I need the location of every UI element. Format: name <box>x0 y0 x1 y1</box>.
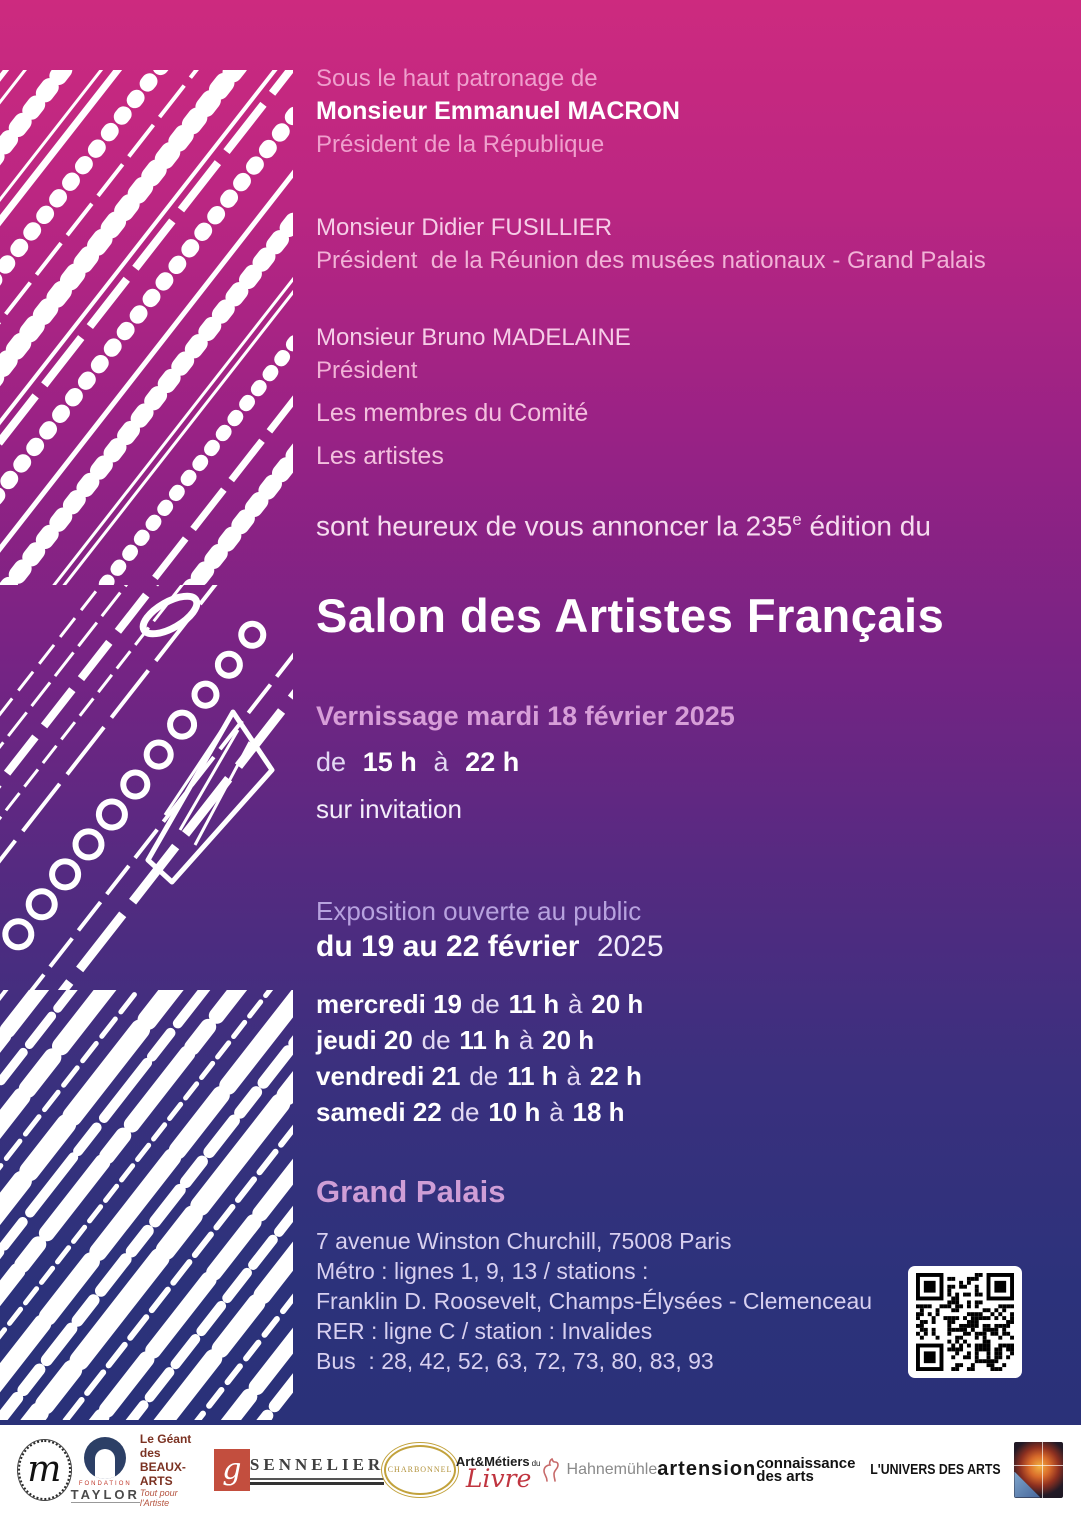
schedule-h1: 10 h <box>488 1097 541 1127</box>
artension-label: artension <box>657 1458 757 1480</box>
schedule-row <box>316 1094 652 1130</box>
schedule-day: vendredi 21 <box>316 1061 461 1091</box>
charbonnel-label: CHARBONNEL <box>387 1465 453 1474</box>
schedule-h1: 11 h <box>508 989 560 1019</box>
logo-artension <box>657 1458 756 1481</box>
schedule-h1: 11 h <box>507 1061 558 1091</box>
schedule-h2: 18 h <box>572 1097 625 1127</box>
logo-art-et-metiers-du-livre <box>455 1453 541 1493</box>
logo-sennelier <box>250 1455 384 1485</box>
artmetiers-du: du <box>531 1458 541 1468</box>
patronage-role: Président de la République <box>316 131 605 158</box>
schedule-a: à <box>518 1025 534 1055</box>
schedule-de: de <box>421 1025 451 1055</box>
geant-initial: g <box>222 1452 242 1487</box>
time-h2: 22 h <box>465 747 520 777</box>
geant-g-icon <box>214 1449 250 1491</box>
schedule-row <box>316 1058 652 1094</box>
official-fusillier <box>316 211 986 277</box>
time-a: à <box>433 747 449 777</box>
logo-charbonnel <box>384 1445 456 1495</box>
artmetiers-line1: Art&Métiers <box>455 1453 530 1469</box>
rmn-letter: m <box>27 1449 62 1490</box>
schedule-a: à <box>566 1061 581 1091</box>
schedule-h2: 20 h <box>542 1025 595 1055</box>
schedule-de: de <box>470 989 500 1019</box>
schedule-h2: 20 h <box>591 989 644 1019</box>
schedule-h2: 22 h <box>589 1061 642 1091</box>
official-madelaine <box>316 321 631 387</box>
announcement-post: édition du <box>801 510 931 542</box>
patronage-name: Monsieur Emmanuel MACRON <box>316 97 680 125</box>
logo-hahnemuehle <box>541 1457 658 1483</box>
venue-name: Grand Palais <box>316 1174 506 1209</box>
dates-year: 2025 <box>596 930 664 963</box>
announcement-sup: e <box>792 510 802 529</box>
patronage-intro: Sous le haut patronage de <box>316 65 598 92</box>
venue-bus: Bus : 28, 42, 52, 63, 72, 73, 80, 83, 93 <box>316 1348 714 1374</box>
geant-line2: BEAUX-ARTS <box>139 1459 186 1488</box>
official-name: Monsieur Didier FUSILLIER <box>316 214 613 241</box>
schedule-a: à <box>567 989 583 1019</box>
geant-line3: Tout pour l'Artiste <box>139 1487 178 1508</box>
time-h1: 15 h <box>362 747 417 777</box>
taylor-cameo-icon <box>84 1437 126 1479</box>
exposition-schedule <box>316 986 652 1130</box>
official-name: Monsieur Bruno MADELAINE <box>316 324 631 351</box>
vernissage-time <box>316 747 528 778</box>
dates-range: du 19 au 22 février <box>316 930 580 963</box>
schedule-row <box>316 986 652 1022</box>
logo-connaissance-des-arts <box>756 1454 856 1485</box>
decorative-etching-art <box>0 70 293 1420</box>
schedule-de: de <box>450 1097 480 1127</box>
qr-code <box>908 1266 1022 1378</box>
venue-address: 7 avenue Winston Churchill, 75008 Paris <box>316 1228 732 1254</box>
official-role: Président de la Réunion des musées nationaux - Grand Palais <box>316 247 986 274</box>
logo-geant-des-beaux-arts <box>140 1432 250 1508</box>
schedule-h1: 11 h <box>459 1025 510 1055</box>
logo-fondation-taylor <box>71 1437 140 1503</box>
venue-metro: Métro : lignes 1, 9, 13 / stations : <box>316 1258 649 1284</box>
logo-rmn-grand-palais <box>18 1440 71 1500</box>
hahnemuehle-rooster-icon <box>541 1457 563 1483</box>
schedule-de: de <box>469 1061 499 1091</box>
univers-des-arts-cover-image <box>1014 1442 1063 1498</box>
schedule-day: mercredi 19 <box>316 989 462 1019</box>
sponsor-footer <box>0 1425 1081 1514</box>
schedule-a: à <box>549 1097 564 1127</box>
vernissage-heading: Vernissage mardi 18 février 2025 <box>316 701 735 731</box>
connaissance-line2: des arts <box>756 1467 814 1485</box>
univers-label: L'UNIVERS DES ARTS <box>869 1461 1001 1478</box>
taylor-name-label: TAYLOR <box>70 1486 140 1502</box>
exposition-dates <box>316 930 664 964</box>
artmetiers-livre: Livre <box>465 1463 532 1493</box>
artistes-line: Les artistes <box>316 442 444 470</box>
schedule-day: jeudi 20 <box>316 1025 413 1055</box>
announcement-pre: sont heureux de vous annoncer la 235 <box>316 510 793 542</box>
connaissance-line1: connaissance <box>756 1454 856 1472</box>
page-title: Salon des Artistes Français <box>316 589 945 642</box>
sennelier-label: SENNELIER <box>249 1454 385 1474</box>
logo-univers-des-arts <box>856 1461 1015 1478</box>
time-de: de <box>316 747 347 777</box>
announcement-line <box>316 510 931 542</box>
geant-line1: Le Géant des <box>139 1431 192 1460</box>
taylor-fondation-label: FONDATION <box>78 1480 132 1487</box>
invitation-note: sur invitation <box>316 794 462 824</box>
venue-stations: Franklin D. Roosevelt, Champs-Élysées - Clemenceau <box>316 1288 873 1314</box>
venue-rer: RER : ligne C / station : Invalides <box>316 1318 653 1344</box>
schedule-day: samedi 22 <box>316 1097 442 1127</box>
comite-line: Les membres du Comité <box>316 399 589 427</box>
venue-address-block <box>316 1226 872 1376</box>
official-role: Président <box>316 357 418 384</box>
patronage-block <box>316 62 680 161</box>
hahnemuehle-label: Hahnemühle <box>566 1460 658 1478</box>
exposition-heading: Exposition ouverte au public <box>316 896 642 926</box>
schedule-row <box>316 1022 652 1058</box>
qr-code-svg <box>915 1273 1015 1371</box>
